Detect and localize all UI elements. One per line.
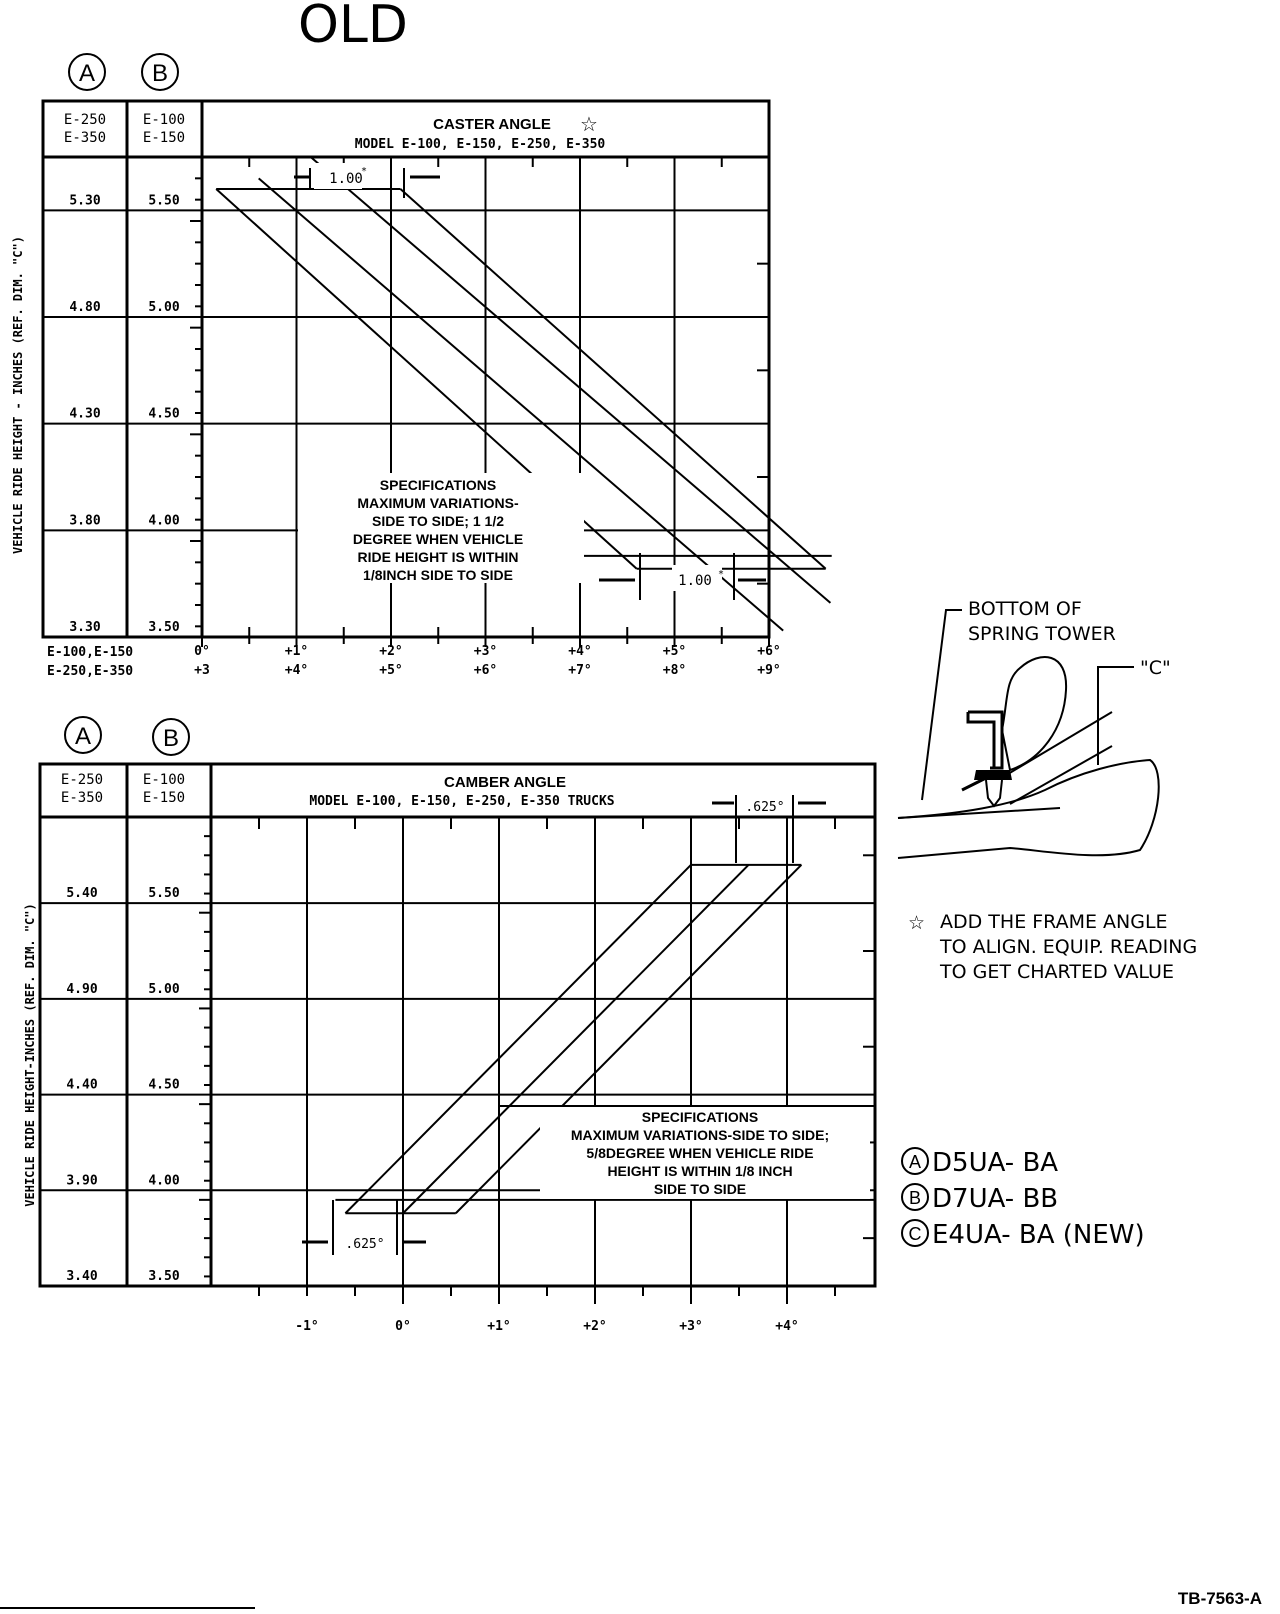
- camber-frame: [40, 764, 875, 1286]
- diagram-label-line-1: BOTTOM OF: [968, 598, 1082, 620]
- page-title: OLD: [298, 0, 408, 55]
- camber-col-b-tick-label: 5.00: [148, 981, 180, 997]
- legend-text-a: D5UA- BA: [932, 1148, 1059, 1178]
- caster-col-b-header-2: E-150: [142, 130, 186, 146]
- camber-title: CAMBER ANGLE: [444, 774, 566, 791]
- caster-tol-top-label: 1.00: [329, 171, 363, 187]
- camber-column-b-label: B: [162, 725, 180, 752]
- camber-x-tick-label: 0°: [395, 1319, 411, 1334]
- note-line-1: ADD THE FRAME ANGLE: [940, 911, 1168, 933]
- caster-x-row1-tick-label: 0°: [194, 644, 210, 659]
- caster-x-row1-tick-label: +6°: [757, 644, 781, 659]
- caster-x-row1-tick-label: +2°: [379, 644, 403, 659]
- ball-joint: [986, 780, 1002, 806]
- caster-angle-chart: [11, 54, 832, 679]
- camber-x-tick-label: +2°: [583, 1319, 607, 1334]
- caster-x-row2-tick-label: +6°: [473, 663, 498, 678]
- caster-col-b-tick-label: 4.00: [148, 513, 180, 529]
- note-line-2: TO ALIGN. EQUIP. READING: [940, 936, 1198, 958]
- camber-col-a-tick-label: 5.40: [66, 886, 98, 902]
- caster-spec-3: SIDE TO SIDE; 1 1/2: [371, 513, 505, 529]
- legend-text-c: E4UA- BA (NEW): [932, 1220, 1145, 1250]
- caster-col-b-tick-label: 4.50: [148, 406, 180, 422]
- bracket-base: [974, 770, 1012, 780]
- legend: [902, 1148, 1145, 1250]
- caster-title: CASTER ANGLE: [433, 116, 551, 133]
- caster-tol-bot-mark: *: [718, 569, 725, 580]
- legend-key-b: B: [908, 1188, 922, 1208]
- caster-x-row1-label: E-100,E-150: [47, 645, 134, 660]
- caster-spec-1: SPECIFICATIONS: [379, 477, 497, 493]
- camber-spec-1: SPECIFICATIONS: [641, 1109, 759, 1125]
- spring-tower-diagram: [898, 598, 1171, 858]
- caster-col-a-tick-label: 4.30: [69, 406, 101, 422]
- caster-x-row1-tick-label: +3°: [473, 644, 498, 659]
- caster-x-row1-tick-label: +5°: [662, 644, 687, 659]
- caster-x-row2-tick-label: +8°: [662, 663, 687, 678]
- caster-spec-2: MAXIMUM VARIATIONS-: [357, 495, 519, 511]
- legend-key-c: C: [908, 1224, 922, 1244]
- camber-subtitle: MODEL E-100, E-150, E-250, E-350 TRUCKS: [309, 794, 615, 809]
- camber-col-b-header-1: E-100: [142, 772, 186, 788]
- camber-col-b-header-2: E-150: [142, 790, 186, 806]
- camber-col-a-tick-label: 3.40: [66, 1269, 98, 1284]
- spring-tower-shape: [1002, 657, 1066, 770]
- diagram-arrow: [962, 778, 986, 790]
- caster-x-row1-tick-label: +1°: [284, 644, 309, 659]
- caster-x-row2-tick-label: +4°: [284, 663, 309, 678]
- camber-tol-top-label: .625°: [745, 800, 785, 815]
- camber-y-label: VEHICLE RIDE HEIGHT-INCHES (REF. DIM. "C"): [23, 903, 37, 1207]
- caster-spec-4: DEGREE WHEN VEHICLE: [352, 531, 524, 547]
- caster-x-row1-tick-label: +4°: [568, 644, 592, 659]
- camber-x-tick-label: -1°: [295, 1319, 319, 1334]
- caster-y-label: VEHICLE RIDE HEIGHT - INCHES (REF. DIM. "C"): [11, 236, 25, 554]
- camber-col-b-tick-label: 4.00: [148, 1173, 180, 1189]
- camber-x-tick-label: +4°: [775, 1319, 799, 1334]
- column-a-label: A: [78, 60, 96, 87]
- note-line-3: TO GET CHARTED VALUE: [940, 961, 1174, 983]
- frame-angle-line-lower: [1010, 746, 1112, 804]
- caster-x-row2-tick-label: +7°: [568, 663, 592, 678]
- caster-spec-6: 1/8INCH SIDE TO SIDE: [363, 567, 513, 583]
- caster-col-a-header-2: E-350: [63, 130, 107, 146]
- caster-x-row2-tick-label: +3: [194, 663, 210, 678]
- note-star: ☆: [908, 912, 926, 934]
- caster-col-a-tick-label: 4.80: [69, 300, 101, 315]
- camber-column-a-label: A: [74, 723, 92, 750]
- camber-spec-3: 5/8DEGREE WHEN VEHICLE RIDE: [586, 1145, 814, 1161]
- caster-tol-bot-label: 1.00: [678, 573, 712, 589]
- camber-col-a-tick-label: 4.40: [66, 1077, 98, 1093]
- caster-col-a-header-1: E-250: [63, 112, 107, 128]
- camber-col-b-tick-label: 5.50: [148, 886, 180, 902]
- caster-col-b-tick-label: 5.50: [148, 193, 180, 209]
- caster-col-a-tick-label: 5.30: [69, 193, 101, 209]
- diagram-dim-label: "C": [1140, 657, 1171, 679]
- caster-subtitle: MODEL E-100, E-150, E-250, E-350: [354, 137, 606, 152]
- caster-x-row2-tick-label: +9°: [757, 663, 781, 678]
- camber-angle-chart: [23, 717, 875, 1334]
- column-b-label: B: [151, 60, 169, 87]
- caster-title-star: ☆: [580, 114, 598, 136]
- caster-spec-5: RIDE HEIGHT IS WITHIN: [357, 549, 519, 565]
- camber-spec-5: SIDE TO SIDE: [653, 1181, 747, 1197]
- caster-col-a-tick-label: 3.30: [69, 620, 101, 635]
- camber-col-a-header-2: E-350: [60, 790, 104, 806]
- caster-col-b-header-1: E-100: [142, 112, 186, 128]
- camber-col-b-tick-label: 3.50: [148, 1269, 180, 1284]
- camber-x-tick-label: +3°: [679, 1319, 703, 1334]
- caster-col-b-tick-label: 5.00: [148, 300, 180, 315]
- legend-text-b: D7UA- BB: [932, 1184, 1059, 1214]
- camber-col-b-tick-label: 4.50: [148, 1077, 180, 1093]
- figure-id: TB-7563-A: [1177, 1589, 1262, 1608]
- camber-col-a-tick-label: 4.90: [66, 981, 98, 997]
- camber-col-a-header-1: E-250: [60, 772, 104, 788]
- diagram-label-line-2: SPRING TOWER: [968, 623, 1116, 645]
- camber-tol-bot-label: .625°: [345, 1237, 385, 1252]
- diagram-leader-line: [922, 610, 962, 800]
- caster-x-row2-label: E-250,E-350: [47, 664, 134, 679]
- camber-x-tick-label: +1°: [487, 1319, 511, 1334]
- camber-col-a-tick-label: 3.90: [66, 1173, 98, 1189]
- legend-key-a: A: [908, 1152, 922, 1172]
- caster-col-a-tick-label: 3.80: [69, 513, 101, 529]
- caster-tol-top-mark: *: [361, 166, 368, 177]
- caster-x-row2-tick-label: +5°: [379, 663, 403, 678]
- spring-bracket: [968, 712, 1002, 768]
- caster-col-b-tick-label: 3.50: [148, 620, 180, 635]
- camber-spec-2: MAXIMUM VARIATIONS-SIDE TO SIDE;: [570, 1127, 830, 1143]
- camber-spec-4: HEIGHT IS WITHIN 1/8 INCH: [607, 1163, 793, 1179]
